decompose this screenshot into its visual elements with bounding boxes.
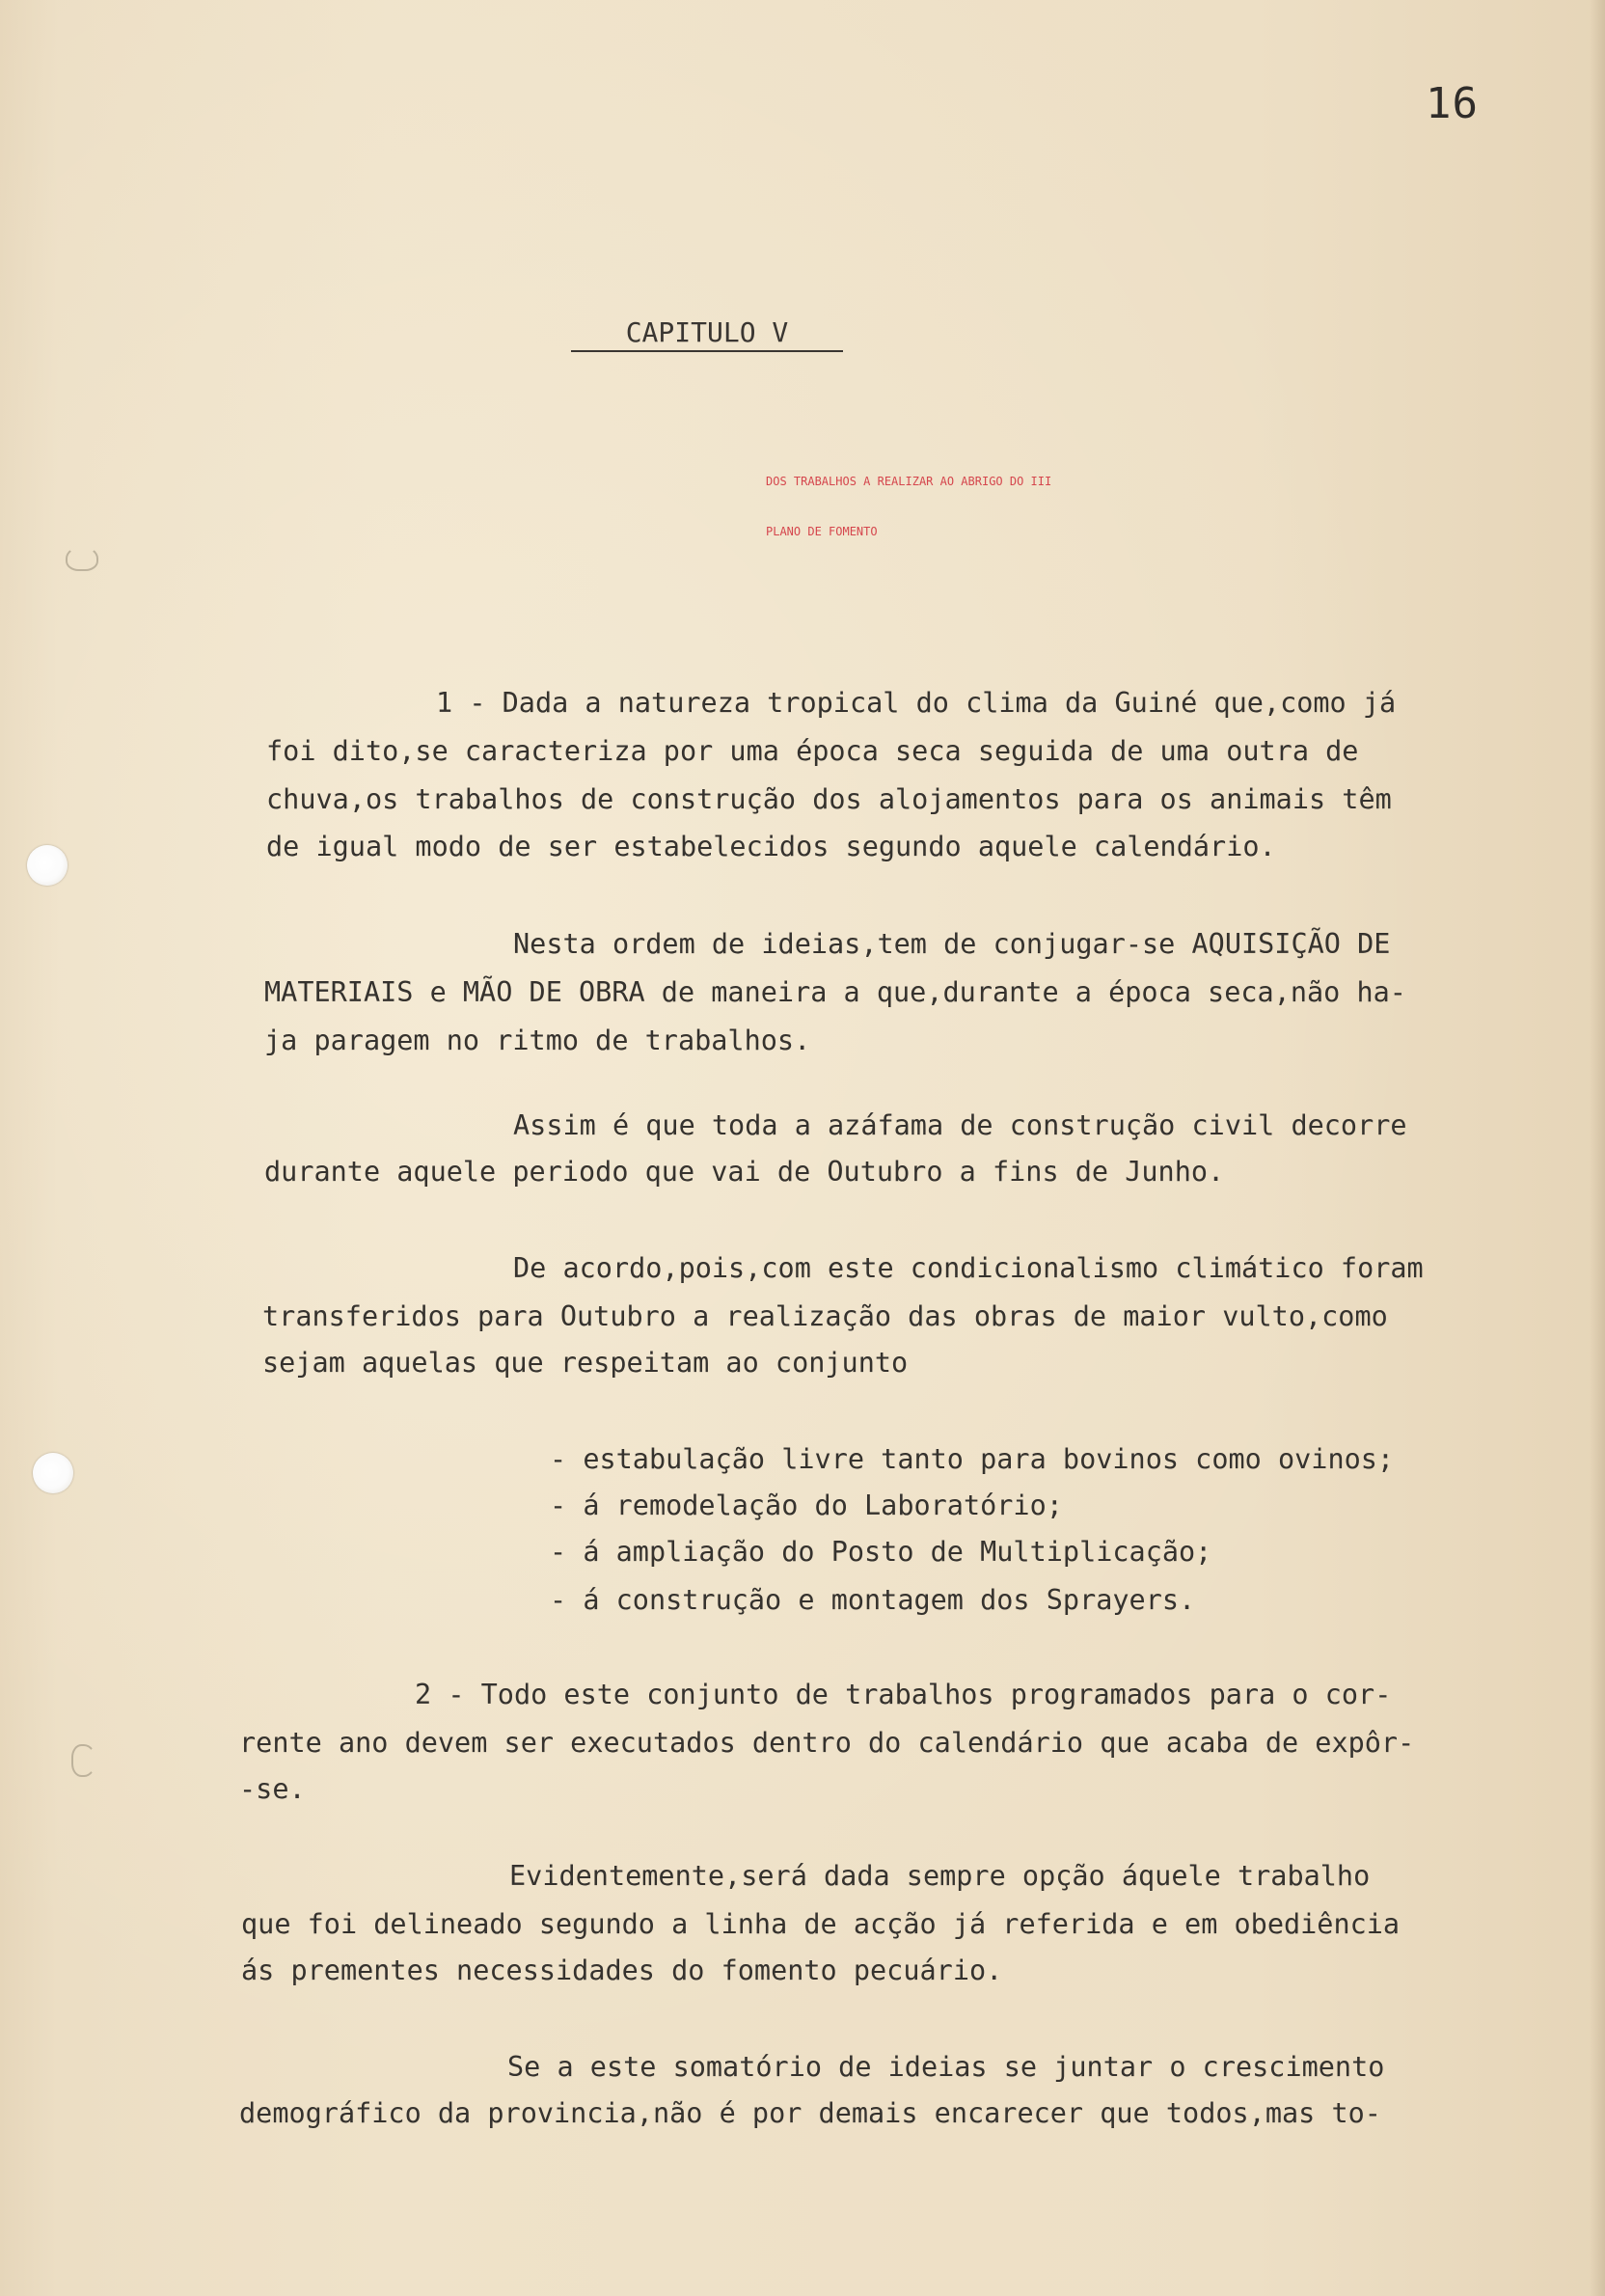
- text-line: 1 - Dada a natureza tropical do clima da Guiné que,como já: [436, 687, 1397, 719]
- punch-hole-top: [27, 845, 68, 886]
- section-heading-line-1: DOS TRABALHOS A REALIZAR AO ABRIGO DO III: [766, 475, 1052, 488]
- text-line: foi dito,se caracteriza por uma época seca seguida de uma outra de: [266, 735, 1359, 767]
- text-line: Assim é que toda a azáfama de construção civil decorre: [513, 1109, 1407, 1141]
- text-line: Nesta ordem de ideias,tem de conjugar-se AQUISIÇÃO DE: [513, 928, 1391, 960]
- page-edge-shadow: [1590, 0, 1605, 2296]
- text-line: 2 - Todo este conjunto de trabalhos programados para o cor-: [415, 1679, 1392, 1710]
- text-line: rente ano devem ser executados dentro do calendário que acaba de expôr-: [239, 1727, 1415, 1759]
- text-line: ás prementes necessidades do fomento pecuário.: [241, 1954, 1003, 1986]
- text-line: demográfico da provincia,não é por demais encarecer que todos,mas to-: [239, 2097, 1381, 2129]
- punch-hole-bottom: [33, 1453, 73, 1493]
- section-heading-line-2: PLANO DE FOMENTO: [766, 525, 878, 538]
- list-item: - á construção e montagem dos Sprayers.: [550, 1584, 1196, 1616]
- chapter-title-underline: [571, 350, 843, 352]
- text-line: durante aquele periodo que vai de Outubro a fins de Junho.: [264, 1156, 1225, 1188]
- text-line: MATERIAIS e MÃO DE OBRA de maneira a que,durante a época seca,não ha-: [264, 976, 1406, 1008]
- staple-mark-lower: [71, 1744, 96, 1777]
- text-line: -se.: [239, 1773, 306, 1805]
- text-line: De acordo,pois,com este condicionalismo climático foram: [513, 1252, 1424, 1284]
- page-number: 16: [1426, 79, 1479, 128]
- list-item: - estabulação livre tanto para bovinos como ovinos;: [550, 1443, 1395, 1475]
- list-item: - á ampliação do Posto de Multiplicação;: [550, 1536, 1212, 1568]
- list-item: - á remodelação do Laboratório;: [550, 1490, 1063, 1521]
- text-line: sejam aquelas que respeitam ao conjunto: [262, 1347, 909, 1379]
- staple-mark: [66, 546, 98, 571]
- text-line: chuva,os trabalhos de construção dos alojamentos para os animais têm: [266, 783, 1392, 815]
- text-line: que foi delineado segundo a linha de acção já referida e em obediência: [241, 1908, 1401, 1940]
- text-line: transferidos para Outubro a realização das obras de maior vulto,como: [262, 1300, 1388, 1332]
- text-line: de igual modo de ser estabelecidos segundo aquele calendário.: [266, 831, 1276, 862]
- text-line: ja paragem no ritmo de trabalhos.: [264, 1025, 811, 1056]
- chapter-title: CAPITULO V: [625, 316, 789, 348]
- text-line: Se a este somatório de ideias se juntar o crescimento: [507, 2051, 1385, 2083]
- text-line: Evidentemente,será dada sempre opção áquele trabalho: [509, 1860, 1371, 1892]
